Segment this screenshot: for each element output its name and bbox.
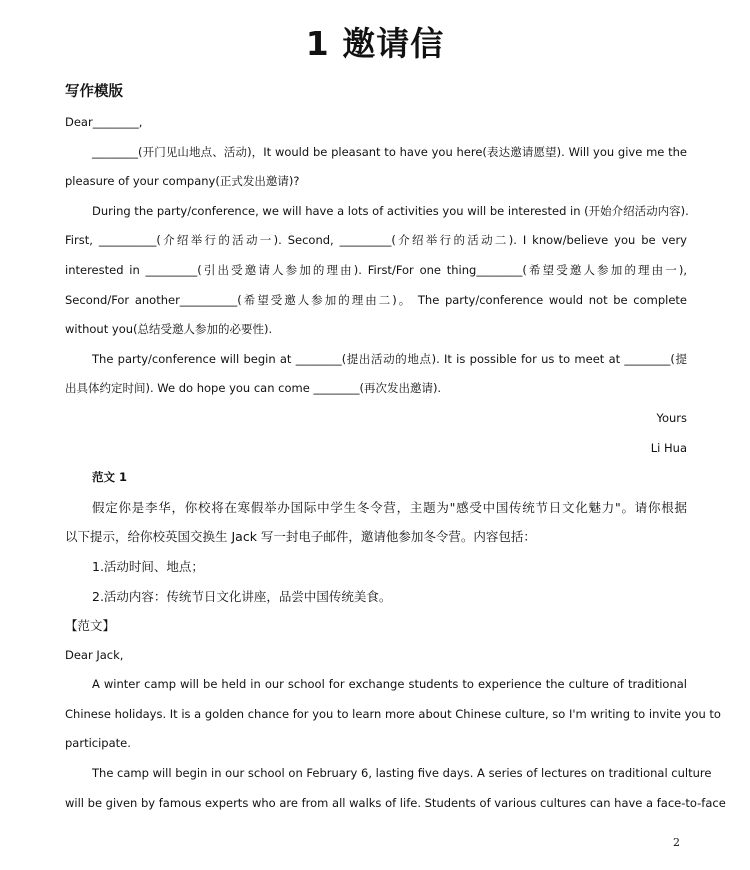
sample-line: A winter camp will be held in our school for exchange students to experience the culture of traditional [92,677,687,692]
sample-line: The camp will begin in our school on February 6, lasting five days. A series of lectures on traditional culture [92,766,712,781]
page-number: 2 [673,836,680,849]
sample-heading: 范文 1 [92,470,128,485]
signature: Li Hua [650,440,687,455]
template-line: First, __________(介绍举行的活动一). Second, _________(介绍举行的活动二). I know/believe you be very [65,233,687,248]
sample-line: will be given by famous experts who are from all walks of life. Students of various cultures can have a face-to-face [65,795,726,810]
sample-label: 【范文】 [65,618,116,634]
template-line: During the party/conference, we will have a lots of activities you will be interested in (开始介绍活动内容). [92,203,689,218]
prompt-line: 假定你是李华，你校将在寒假举办国际中学生冬令营，主题为"感受中国传统节日文化魅力"。请你根据 [92,499,687,515]
template-heading: 写作模版 [65,84,123,100]
template-line: pleasure of your company(正式发出邀请)? [65,174,300,189]
template-line: 出具体约定时间). We do hope you can come ________(再次发出邀请). [65,381,442,396]
sample-line: participate. [65,736,131,751]
template-line: Second/For another__________(希望受邀人参加的理由二)。 The party/conference would not be complete [65,292,687,307]
prompt-item: 1.活动时间、地点； [92,558,204,574]
template-greeting: Dear________, [65,115,143,129]
template-line: without you(总结受邀人参加的必要性). [65,322,273,337]
prompt-item: 2.活动内容：传统节日文化讲座，品尝中国传统美食。 [92,588,392,604]
page-title: 1 邀请信 [305,24,445,63]
closing: Yours [656,410,687,425]
sample-greeting: Dear Jack, [65,647,124,662]
prompt-line: 以下提示，给你校英国交换生 Jack 写一封电子邮件，邀请他参加冬令营。内容包括： [65,529,536,545]
template-line: ________(开门见山地点、活动)，It would be pleasant to have you here(表达邀请愿望). Will you give me the [92,144,687,159]
template-line: interested in _________(引出受邀请人参加的理由). First/For one thing________(希望受邀人参加的理由一), [65,262,687,277]
sample-line: Chinese holidays. It is a golden chance for you to learn more about Chinese culture, so I'm writing to invite you to [65,706,721,721]
document-body [65,108,726,818]
template-line: The party/conference will begin at ________(提出活动的地点). It is possible for us to meet at ________(提 [92,351,687,366]
